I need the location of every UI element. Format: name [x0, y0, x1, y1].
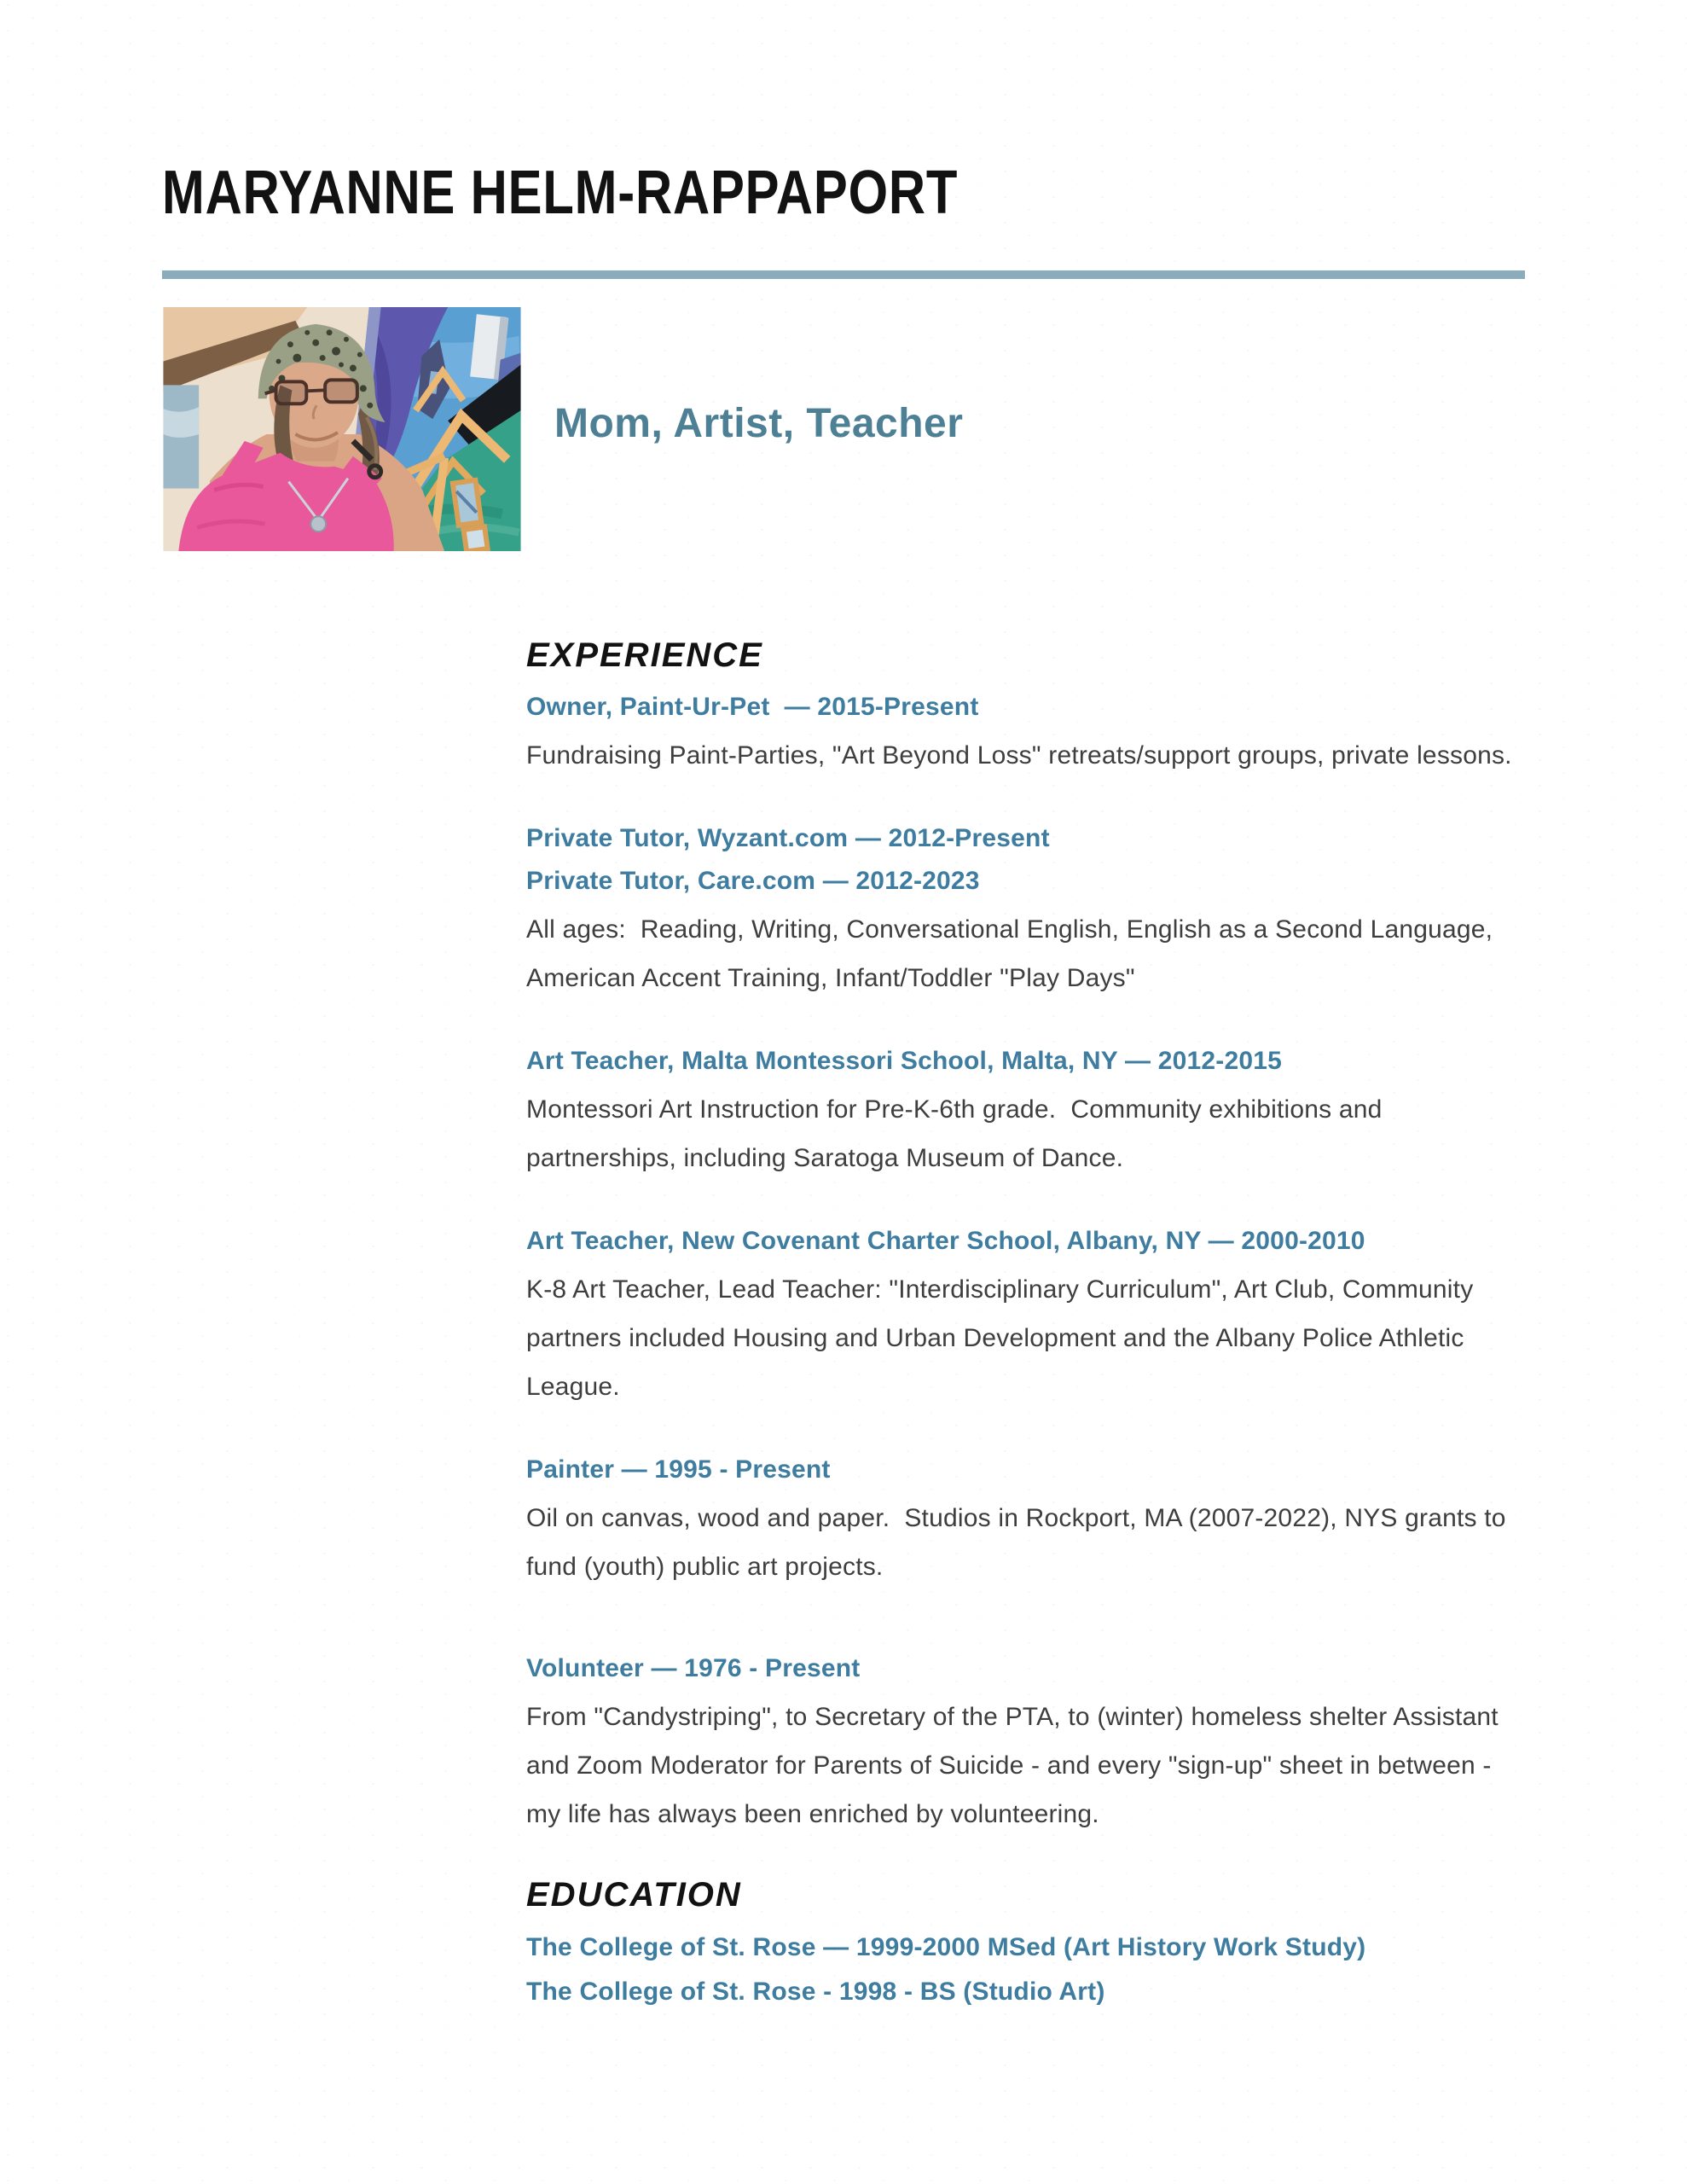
entry-body: Oil on canvas, wood and paper. Studios in Rockport, MA (2007-2022), NYS grants to fund (youth) public art projects.: [526, 1504, 1514, 1581]
entry-body: All ages: Reading, Writing, Conversational English, English as a Second Language, American Accent Training, Infant/Toddler "Play Days": [526, 915, 1499, 992]
entry-heading: Painter — 1995 - Present: [526, 1455, 831, 1484]
experience-entry: [526, 1647, 1533, 1838]
content-column: [526, 636, 1533, 2014]
experience-entry: [526, 817, 1533, 1002]
tagline: Mom, Artist, Teacher: [554, 400, 964, 446]
entry-heading: Private Tutor, Wyzant.com — 2012-Present: [526, 824, 1050, 852]
entry-heading: Volunteer — 1976 - Present: [526, 1654, 861, 1682]
entry-body: From "Candystriping", to Secretary of the PTA, to (winter) homeless shelter Assistant and Zoom Moderator for Parents of Suicide - and every "sign-up" sheet in between - my life has always been enriched by volunteering.: [526, 1703, 1506, 1828]
profile-photo-illustration: [162, 307, 522, 551]
experience-entry: [526, 686, 1533, 780]
entry-heading: Owner, Paint-Ur-Pet — 2015-Present: [526, 693, 979, 721]
entry-body: Fundraising Paint-Parties, "Art Beyond Loss" retreats/support groups, private lessons.: [526, 741, 1512, 770]
divider-rule: [162, 270, 1525, 279]
entry-body: K-8 Art Teacher, Lead Teacher: "Interdisciplinary Curriculum", Art Club, Community partners included Housing and Urban Development and the Albany Police Athletic League.: [526, 1275, 1481, 1401]
education-entry: The College of St. Rose — 1999-2000 MSed (Art History Work Study): [526, 1933, 1366, 1961]
entry-heading: Art Teacher, New Covenant Charter School, Albany, NY — 2000-2010: [526, 1227, 1365, 1255]
entry-heading: Art Teacher, Malta Montessori School, Malta, NY — 2012-2015: [526, 1047, 1282, 1075]
section-title-experience: EXPERIENCE: [526, 636, 763, 674]
education-entry: The College of St. Rose - 1998 - BS (Studio Art): [526, 1978, 1105, 2006]
experience-entry: [526, 1040, 1533, 1182]
experience-entry: [526, 1220, 1533, 1411]
section-title-education: EDUCATION: [526, 1876, 742, 1914]
profile-row: [162, 307, 1525, 551]
page-title: MARYANNE HELM-RAPPAPORT: [162, 159, 959, 227]
entry-body: Montessori Art Instruction for Pre-K-6th grade. Community exhibitions and partnerships, including Saratoga Museum of Dance.: [526, 1095, 1390, 1172]
experience-entry: [526, 1449, 1533, 1591]
entry-heading: Private Tutor, Care.com — 2012-2023: [526, 867, 980, 895]
profile-photo: [162, 307, 522, 551]
